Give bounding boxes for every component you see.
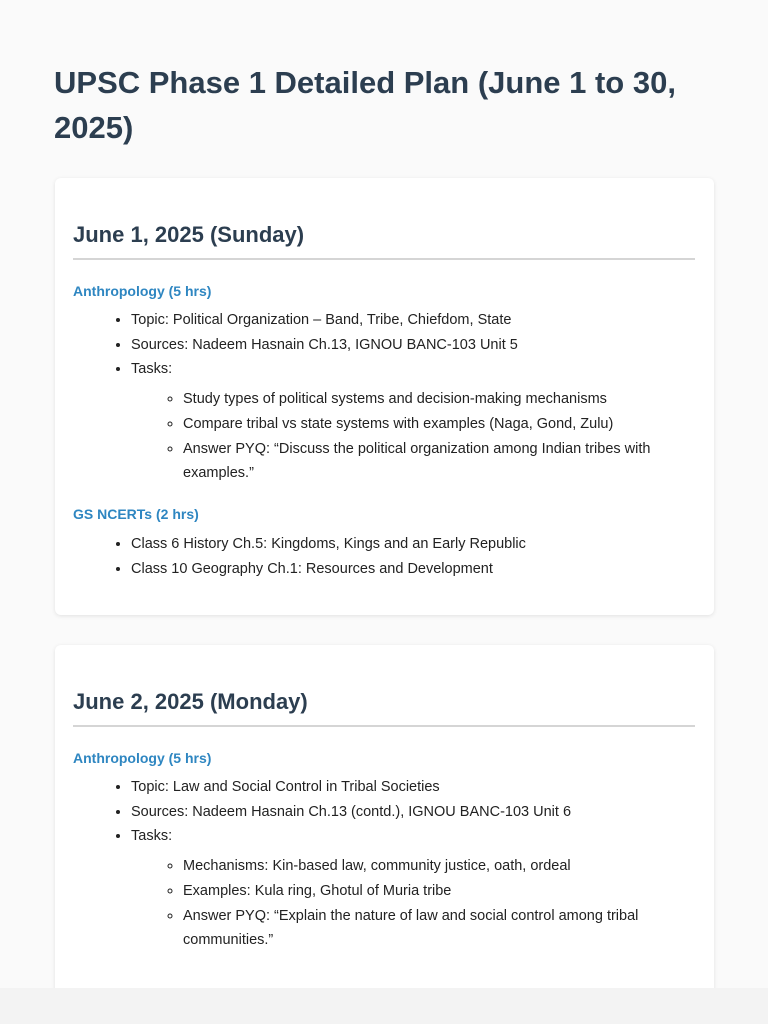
anthropology-list	[91, 308, 691, 486]
ncert-list	[91, 532, 691, 581]
task-item: ◦ Examples: Kula ring, Ghotul of Muria tribe	[183, 879, 683, 904]
day-heading: June 1, 2025 (Sunday)	[73, 220, 695, 260]
section-label-anthropology: Anthropology (5 hrs)	[73, 750, 212, 766]
task-item: ◦ Study types of political systems and decision-making mechanisms	[183, 387, 683, 412]
page-title: UPSC Phase 1 Detailed Plan (June 1 to 30, 2025)	[54, 65, 676, 145]
list-item	[131, 824, 691, 953]
list-item	[131, 357, 691, 486]
tasks-list	[131, 854, 691, 953]
list-item: • Class 10 Geography Ch.1: Resources and Development	[131, 557, 691, 582]
list-item: • Topic: Law and Social Control in Tribal Societies	[131, 775, 691, 800]
list-item-text: Tasks:	[131, 361, 173, 378]
list-item: • Sources: Nadeem Hasnain Ch.13, IGNOU BANC-103 Unit 5	[131, 333, 691, 358]
list-item: • Topic: Political Organization – Band, Tribe, Chiefdom, State	[131, 308, 691, 333]
task-item: ◦ Answer PYQ: “Discuss the political organization among Indian tribes with examples.”	[183, 437, 683, 486]
list-item-text: Tasks:	[131, 828, 173, 845]
task-item: ◦ Mechanisms: Kin-based law, community justice, oath, ordeal	[183, 854, 683, 879]
anthropology-list	[91, 775, 691, 953]
day-card-june-2	[55, 645, 714, 988]
list-item: • Class 6 History Ch.5: Kingdoms, Kings and an Early Republic	[131, 532, 691, 557]
task-item: ◦ Answer PYQ: “Explain the nature of law and social control among tribal communities.”	[183, 904, 683, 953]
task-item: ◦ Compare tribal vs state systems with examples (Naga, Gond, Zulu)	[183, 412, 683, 437]
section-label-gs-ncerts: GS NCERTs (2 hrs)	[73, 506, 199, 522]
day-heading: June 2, 2025 (Monday)	[73, 687, 695, 727]
list-item: • Sources: Nadeem Hasnain Ch.13 (contd.), IGNOU BANC-103 Unit 6	[131, 800, 691, 825]
section-label-anthropology: Anthropology (5 hrs)	[73, 283, 212, 299]
viewport-bottom	[0, 988, 768, 1024]
day-card-june-1	[55, 178, 714, 615]
tasks-list	[131, 387, 691, 486]
